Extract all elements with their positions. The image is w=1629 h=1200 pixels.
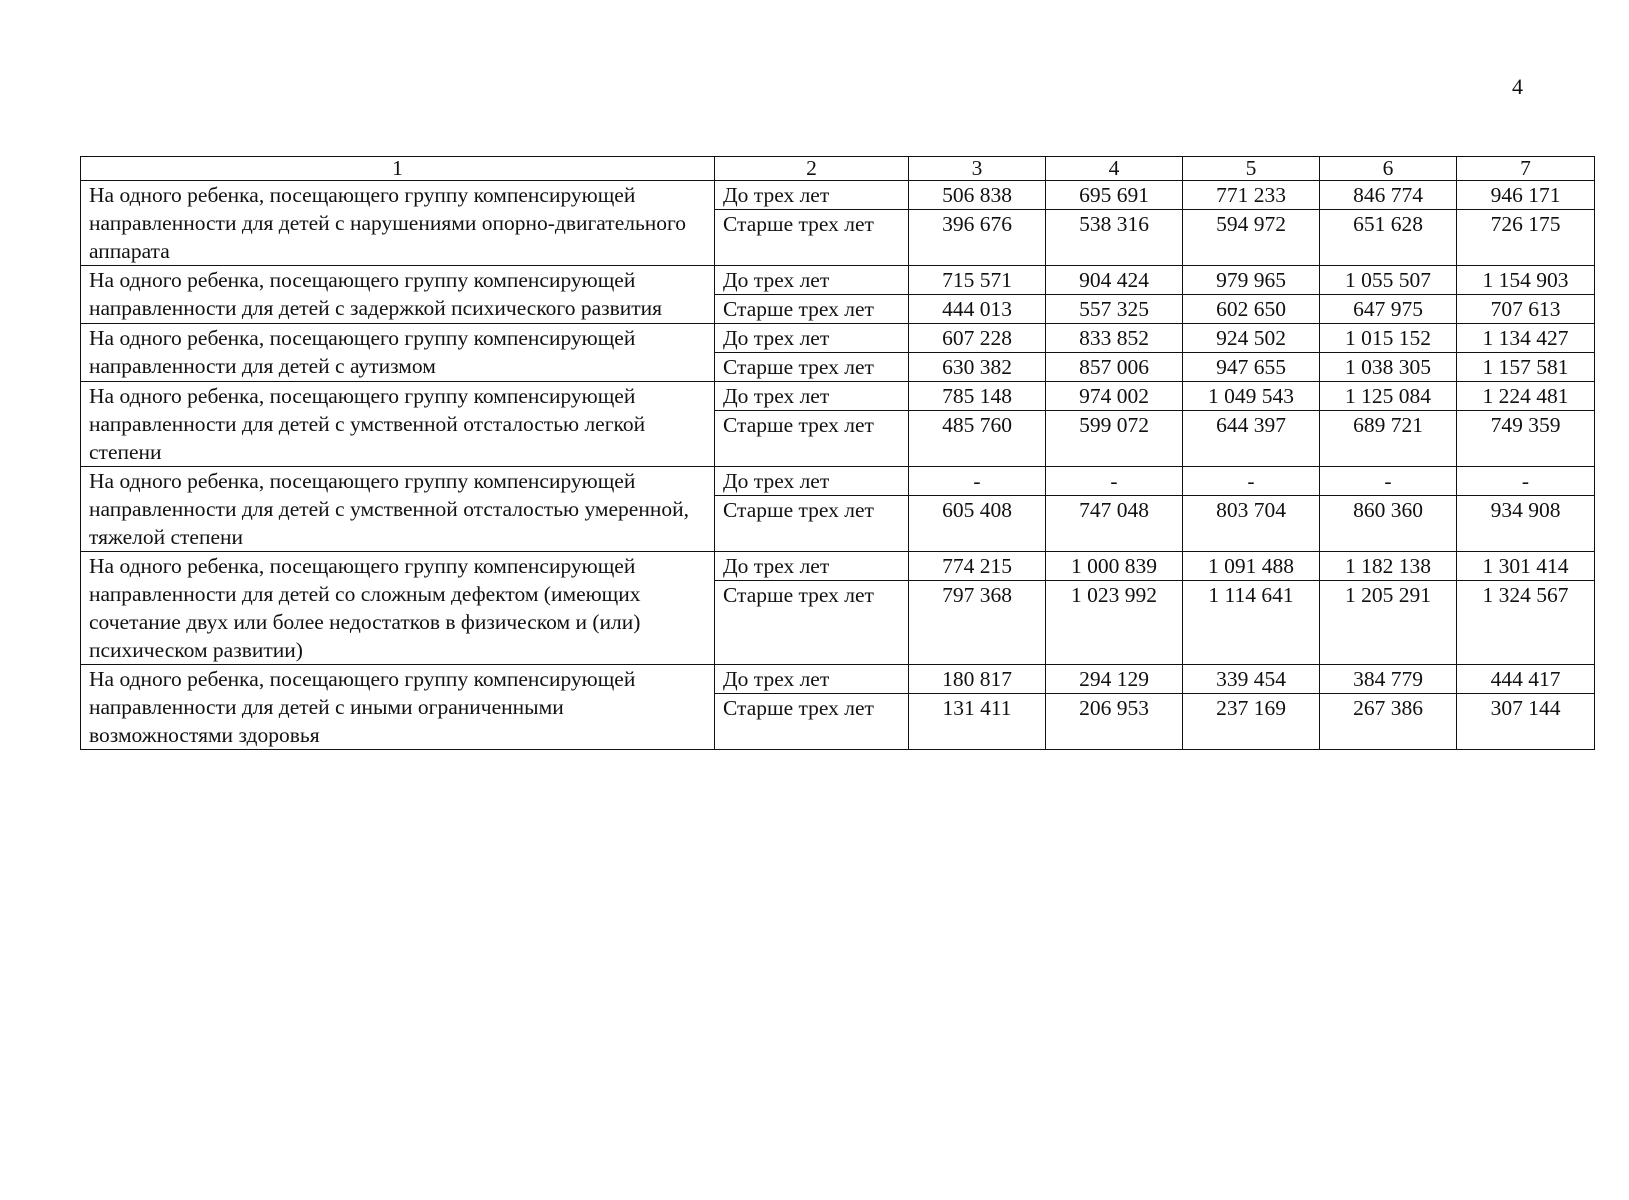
cost-value: 651 628 (1320, 210, 1457, 266)
cost-value: 934 908 (1457, 496, 1595, 552)
column-number: 4 (1046, 157, 1183, 181)
table-row (81, 324, 1595, 353)
cost-value: 726 175 (1457, 210, 1595, 266)
category-description: На одного ребенка, посещающего группу компенсирующей направленности для детей с умственной отсталостью умеренной, тяжелой степени (81, 467, 715, 552)
column-number: 5 (1183, 157, 1320, 181)
age-group: До трех лет (715, 382, 909, 411)
category-description: На одного ребенка, посещающего группу компенсирующей направленности для детей с умственной отсталостью легкой степени (81, 382, 715, 467)
cost-value: 1 015 152 (1320, 324, 1457, 353)
category-description: На одного ребенка, посещающего группу компенсирующей направленности для детей со сложным дефектом (имеющих сочетание двух или более недостатков в физическом и (или) психическом развитии) (81, 552, 715, 665)
cost-value: 1 205 291 (1320, 581, 1457, 665)
cost-value: 1 182 138 (1320, 552, 1457, 581)
cost-value: - (1320, 467, 1457, 496)
cost-value: 485 760 (909, 411, 1046, 467)
cost-value: 689 721 (1320, 411, 1457, 467)
cost-value: 749 359 (1457, 411, 1595, 467)
category-description: На одного ребенка, посещающего группу компенсирующей направленности для детей с нарушениями опорно-двигательного аппарата (81, 181, 715, 266)
cost-value: 599 072 (1046, 411, 1183, 467)
cost-value: 1 049 543 (1183, 382, 1320, 411)
cost-value: 1 091 488 (1183, 552, 1320, 581)
cost-value: 384 779 (1320, 665, 1457, 694)
cost-value: 797 368 (909, 581, 1046, 665)
cost-value: 307 144 (1457, 694, 1595, 750)
age-group: До трех лет (715, 665, 909, 694)
cost-value: 396 676 (909, 210, 1046, 266)
column-number-row (81, 157, 1595, 181)
cost-value: 339 454 (1183, 665, 1320, 694)
column-number: 1 (81, 157, 715, 181)
cost-value: 1 038 305 (1320, 353, 1457, 382)
table-row (81, 181, 1595, 210)
age-group: Старше трех лет (715, 496, 909, 552)
cost-value: 506 838 (909, 181, 1046, 210)
cost-value: 1 114 641 (1183, 581, 1320, 665)
table-body (81, 157, 1595, 750)
cost-value: 444 013 (909, 295, 1046, 324)
column-number: 3 (909, 157, 1046, 181)
cost-value: 237 169 (1183, 694, 1320, 750)
page-number: 4 (1512, 74, 1523, 99)
cost-value: - (1183, 467, 1320, 496)
age-group: Старше трех лет (715, 295, 909, 324)
column-number: 6 (1320, 157, 1457, 181)
cost-value: 206 953 (1046, 694, 1183, 750)
cost-value: 974 002 (1046, 382, 1183, 411)
tariff-table (80, 156, 1595, 750)
cost-value: 1 134 427 (1457, 324, 1595, 353)
cost-value: 924 502 (1183, 324, 1320, 353)
cost-value: 1 055 507 (1320, 266, 1457, 295)
age-group: Старше трех лет (715, 694, 909, 750)
cost-value: 444 417 (1457, 665, 1595, 694)
cost-value: 131 411 (909, 694, 1046, 750)
cost-value: 630 382 (909, 353, 1046, 382)
cost-value: 1 324 567 (1457, 581, 1595, 665)
cost-value: - (1046, 467, 1183, 496)
age-group: Старше трех лет (715, 411, 909, 467)
table-row (81, 266, 1595, 295)
cost-value: 785 148 (909, 382, 1046, 411)
age-group: Старше трех лет (715, 210, 909, 266)
age-group: До трех лет (715, 324, 909, 353)
cost-value: 860 360 (1320, 496, 1457, 552)
cost-value: 707 613 (1457, 295, 1595, 324)
category-description: На одного ребенка, посещающего группу компенсирующей направленности для детей с задержкой психического развития (81, 266, 715, 324)
cost-value: 774 215 (909, 552, 1046, 581)
category-description: На одного ребенка, посещающего группу компенсирующей направленности для детей с иными ограниченными возможностями здоровья (81, 665, 715, 750)
cost-value: 602 650 (1183, 295, 1320, 324)
age-group: До трех лет (715, 266, 909, 295)
cost-value: 833 852 (1046, 324, 1183, 353)
age-group: До трех лет (715, 467, 909, 496)
age-group: До трех лет (715, 552, 909, 581)
cost-value: 1 023 992 (1046, 581, 1183, 665)
cost-value: 647 975 (1320, 295, 1457, 324)
cost-value: 904 424 (1046, 266, 1183, 295)
cost-value: 294 129 (1046, 665, 1183, 694)
age-group: Старше трех лет (715, 353, 909, 382)
cost-value: - (1457, 467, 1595, 496)
cost-value: 771 233 (1183, 181, 1320, 210)
cost-value: 644 397 (1183, 411, 1320, 467)
cost-value: 715 571 (909, 266, 1046, 295)
cost-value: 605 408 (909, 496, 1046, 552)
cost-value: 1 157 581 (1457, 353, 1595, 382)
table-row (81, 382, 1595, 411)
table-row (81, 467, 1595, 496)
table-row (81, 552, 1595, 581)
cost-value: 947 655 (1183, 353, 1320, 382)
cost-value: 747 048 (1046, 496, 1183, 552)
age-group: До трех лет (715, 181, 909, 210)
cost-value: 1 154 903 (1457, 266, 1595, 295)
cost-value: 695 691 (1046, 181, 1183, 210)
column-number: 7 (1457, 157, 1595, 181)
cost-value: 803 704 (1183, 496, 1320, 552)
cost-value: 607 228 (909, 324, 1046, 353)
cost-value: 857 006 (1046, 353, 1183, 382)
cost-value: 267 386 (1320, 694, 1457, 750)
cost-value: - (909, 467, 1046, 496)
table-row (81, 665, 1595, 694)
cost-value: 1 125 084 (1320, 382, 1457, 411)
cost-value: 557 325 (1046, 295, 1183, 324)
cost-value: 180 817 (909, 665, 1046, 694)
cost-value: 1 301 414 (1457, 552, 1595, 581)
cost-value: 1 224 481 (1457, 382, 1595, 411)
cost-value: 979 965 (1183, 266, 1320, 295)
category-description: На одного ребенка, посещающего группу компенсирующей направленности для детей с аутизмом (81, 324, 715, 382)
column-number: 2 (715, 157, 909, 181)
cost-value: 538 316 (1046, 210, 1183, 266)
age-group: Старше трех лет (715, 581, 909, 665)
cost-value: 946 171 (1457, 181, 1595, 210)
cost-value: 846 774 (1320, 181, 1457, 210)
cost-value: 1 000 839 (1046, 552, 1183, 581)
cost-value: 594 972 (1183, 210, 1320, 266)
